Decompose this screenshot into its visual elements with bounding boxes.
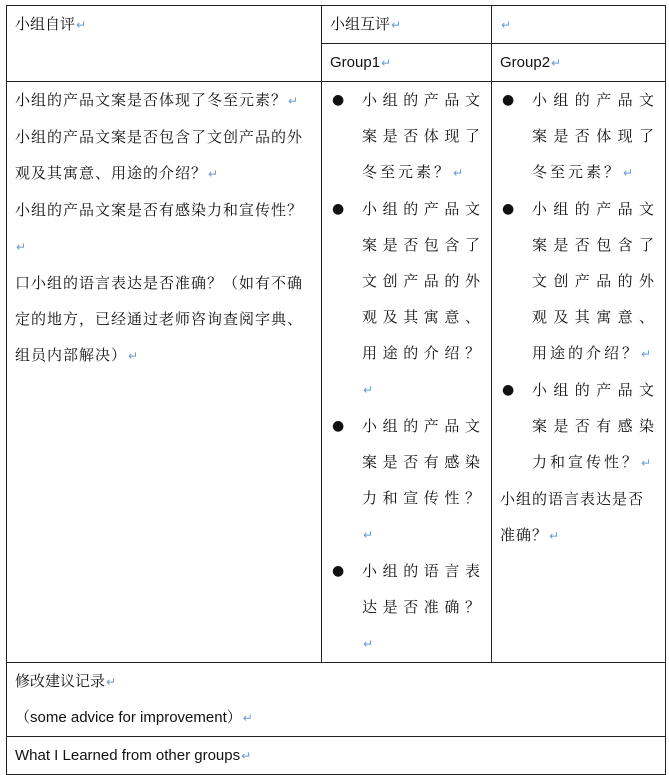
list-item: ● 小组的产品文案是否包含了文创产品的外观及其寓意、用途的介绍？↵ (500, 191, 657, 372)
return-mark-icon: ↵ (106, 675, 117, 689)
return-mark-icon: ↵ (363, 637, 377, 651)
self-criterion: 小组的产品文案是否包含了文创产品的外观及其寓意、用途的介绍？↵ (15, 128, 304, 182)
list-item: ● 小组的产品文案是否有感染力和宣传性？↵ (330, 408, 483, 553)
return-mark-icon: ↵ (208, 167, 220, 181)
return-mark-icon: ↵ (641, 347, 655, 361)
list-item: ● 小组的产品文案是否体现了冬至元素？↵ (500, 82, 657, 191)
group1-header-cell (322, 44, 492, 82)
return-mark-icon: ↵ (551, 56, 562, 70)
group2-tail-criterion: 小组的语言表达是否准确？↵ (500, 490, 645, 544)
advice-row (7, 663, 666, 737)
group1-criteria-list (330, 82, 483, 662)
return-mark-icon: ↵ (363, 383, 377, 397)
list-item: ● 小组的产品文案是否体现了冬至元素？↵ (330, 82, 483, 191)
self-criterion: 口小组的语言表达是否准确？（如有不确定的地方，已经通过老师咨询查阅字典、组员内部解决）↵ (15, 274, 304, 364)
self-eval-title: 小组自评 (15, 15, 76, 33)
return-mark-icon: ↵ (363, 528, 377, 542)
return-mark-icon: ↵ (381, 56, 392, 70)
self-criterion: 小组的产品文案是否有感染力和宣传性？↵ (15, 201, 304, 254)
return-mark-icon: ↵ (501, 18, 512, 32)
return-mark-icon: ↵ (288, 94, 300, 108)
self-eval-header-cell (7, 6, 322, 82)
list-item: ● 小组的产品文案是否包含了文创产品的外观及其寓意、用途的介绍？↵ (330, 191, 483, 408)
group1-criteria-cell (322, 82, 492, 663)
return-mark-icon: ↵ (453, 166, 467, 180)
blank-header-cell (492, 6, 666, 44)
learned-row (7, 737, 666, 775)
advice-cell (7, 663, 666, 737)
return-mark-icon: ↵ (623, 166, 637, 180)
return-mark-icon: ↵ (641, 456, 655, 470)
return-mark-icon: ↵ (242, 711, 253, 725)
criteria-row (7, 82, 666, 663)
table-header-row (7, 6, 666, 44)
peer-eval-header-cell (322, 6, 492, 44)
return-mark-icon: ↵ (241, 749, 252, 763)
list-item: ● 小组的产品文案是否有感染力和宣传性？↵ (500, 372, 657, 481)
group2-title: Group2 (500, 54, 551, 71)
peer-eval-title: 小组互评 (330, 15, 391, 33)
self-criterion: 小组的产品文案是否体现了冬至元素？↵ (15, 91, 300, 109)
return-mark-icon: ↵ (128, 349, 140, 363)
group2-criteria-cell (492, 82, 666, 663)
self-eval-criteria-cell (7, 82, 322, 663)
group2-criteria-list (500, 82, 657, 481)
return-mark-icon: ↵ (76, 18, 87, 32)
return-mark-icon: ↵ (391, 18, 402, 32)
group2-header-cell (492, 44, 666, 82)
advice-subtitle: （some advice for improvement）↵ (15, 709, 253, 726)
return-mark-icon: ↵ (549, 529, 561, 543)
evaluation-table (6, 5, 666, 775)
group1-title: Group1 (330, 54, 381, 71)
learned-text: What I Learned from other groups (15, 747, 241, 764)
learned-cell (7, 737, 666, 775)
list-item: ● 小组的语言表达是否准确？↵ (330, 553, 483, 662)
return-mark-icon: ↵ (16, 240, 28, 254)
advice-title: 修改建议记录↵ (15, 672, 117, 690)
